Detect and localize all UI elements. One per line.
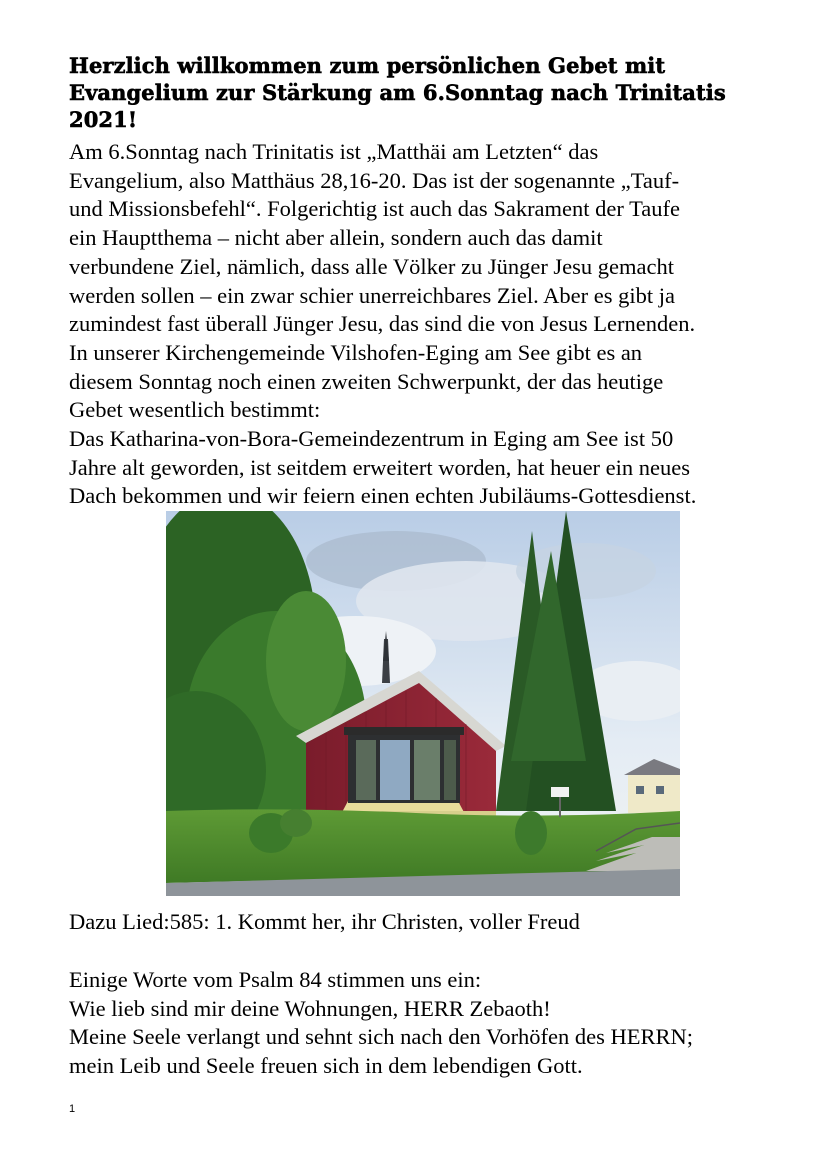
text-line: Dach bekommen und wir feiern einen echten Jubiläums-Gottesdienst. (69, 483, 697, 509)
text-line: verbundene Ziel, nämlich, dass alle Völker zu Jünger Jesu gemacht (69, 253, 675, 279)
intro-paragraph (69, 138, 789, 511)
text-line: Das Katharina-von-Bora-Gemeindezentrum in Eging am See ist 50 (69, 426, 674, 452)
page-title (69, 52, 789, 133)
text-line: Jahre alt geworden, ist seitdem erweitert worden, hat heuer ein neues (69, 454, 691, 480)
text-line: werden sollen – ein zwar schier unerreichbares Ziel. Aber es gibt ja (69, 282, 676, 308)
psalm-paragraph (69, 966, 789, 1081)
text-line: Wie lieb sind mir deine Wohnungen, HERR Zebaoth! (69, 995, 551, 1021)
title-line-1: Herzlich willkommen zum persönlichen Gebet mit (69, 53, 666, 78)
text-line: Meine Seele verlangt und sehnt sich nach den Vorhöfen des HERRN; (69, 1024, 694, 1050)
text-line: mein Leib und Seele freuen sich in dem lebendigen Gott. (69, 1053, 583, 1079)
text-line: Gebet wesentlich bestimmt: (69, 397, 321, 423)
text-line: ein Hauptthema – nicht aber allein, sondern auch das damit (69, 225, 603, 251)
page-number: 1 (69, 1103, 76, 1115)
text-line: In unserer Kirchengemeinde Vilshofen-Eging am See gibt es an (69, 339, 643, 365)
text-line: Einige Worte vom Psalm 84 stimmen uns ein: (69, 967, 482, 992)
text-line: Am 6.Sonntag nach Trinitatis ist „Matthäi am Letzten“ das (69, 139, 599, 164)
text-line: und Missionsbefehl“. Folgerichtig ist auch das Sakrament der Taufe (69, 196, 680, 222)
text-line: Evangelium, also Matthäus 28,16-20. Das ist der sogenannte „Tauf- (69, 167, 680, 193)
title-line-3: 2021! (69, 107, 138, 132)
text-line: diesem Sonntag noch einen zweiten Schwerpunkt, der das heutige (69, 368, 664, 394)
title-line-2: Evangelium zur Stärkung am 6.Sonntag nach Trinitatis (69, 80, 726, 105)
church-photo (166, 511, 680, 896)
song-reference: Dazu Lied:585: 1. Kommt her, ihr Christen, voller Freud (69, 909, 580, 934)
text-line: zumindest fast überall Jünger Jesu, das sind die von Jesus Lernenden. (69, 311, 696, 337)
